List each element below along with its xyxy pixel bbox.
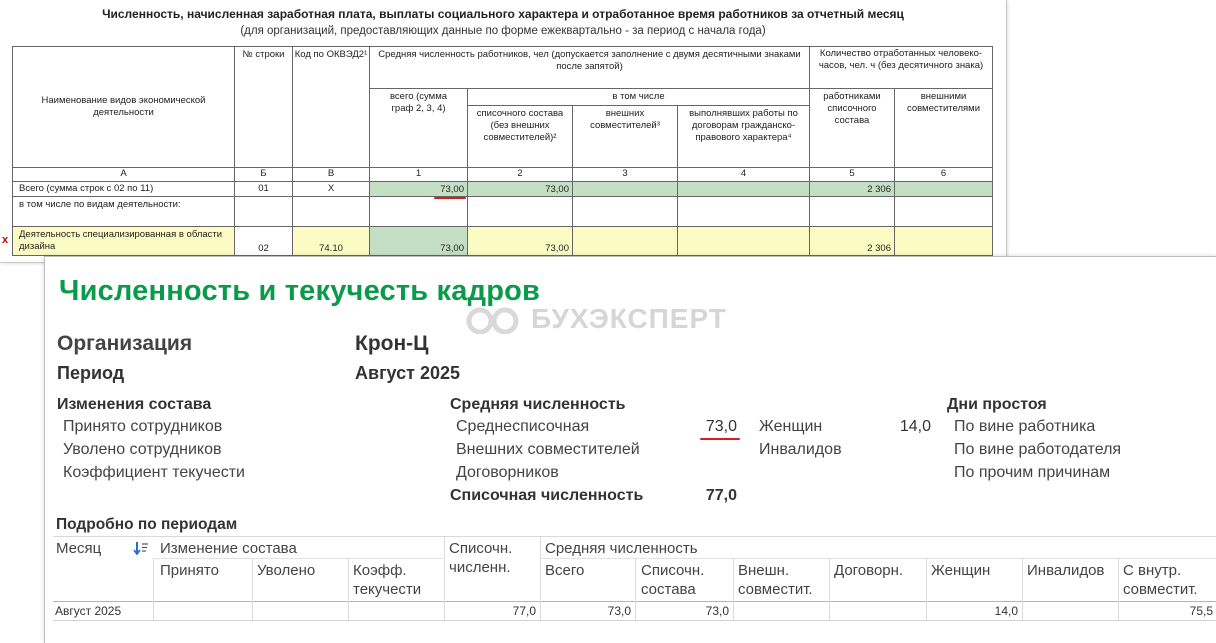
form-empty-cell bbox=[810, 197, 895, 227]
col-avg-group-header[interactable]: Средняя численность bbox=[545, 540, 698, 557]
org-value: Крон-Ц bbox=[355, 332, 429, 355]
grid-line bbox=[53, 620, 1216, 621]
cell-internal: 75,5 bbox=[1189, 604, 1213, 618]
col-letter: В bbox=[293, 168, 370, 182]
form-row-code: Х bbox=[293, 182, 370, 197]
form-empty-cell bbox=[678, 197, 810, 227]
form-cell-hours-payroll[interactable]: 2 306 bbox=[810, 182, 895, 197]
form-row-code[interactable]: 74.10 bbox=[293, 227, 370, 256]
women-label: Женщин bbox=[759, 418, 823, 435]
col-letter: 6 bbox=[895, 168, 993, 182]
header-payroll: списочного состава (без внешних совместителей)² bbox=[468, 106, 573, 168]
report-panel bbox=[44, 256, 1216, 643]
col-letter: 2 bbox=[468, 168, 573, 182]
period-value: Август 2025 bbox=[355, 363, 460, 383]
header-total: всего (сумма граф 2, 3, 4) bbox=[370, 89, 468, 168]
form-cell-total[interactable]: 73,00 bbox=[370, 227, 468, 256]
disabled-label: Инвалидов bbox=[759, 441, 842, 458]
sort-icon[interactable] bbox=[133, 541, 149, 555]
header-hours-external: внешними совместителями bbox=[895, 89, 993, 168]
form-empty-cell bbox=[895, 197, 993, 227]
cell-total: 73,0 bbox=[607, 604, 631, 618]
form-row-no: 02 bbox=[235, 227, 293, 256]
avg-heading: Средняя численность bbox=[450, 396, 626, 413]
grid-line bbox=[829, 558, 830, 620]
avg-value: 73,0 bbox=[705, 418, 737, 435]
col-month-header[interactable]: Месяц bbox=[56, 540, 102, 557]
form-row-name: в том числе по видам деятельности: bbox=[13, 197, 235, 227]
col-payroll-header[interactable]: Списочн. состава bbox=[641, 562, 705, 598]
fired-label: Уволено сотрудников bbox=[63, 441, 222, 458]
external-label: Внешних совместителей bbox=[456, 441, 640, 458]
form-cell-hours-payroll[interactable]: 2 306 bbox=[810, 227, 895, 256]
form-cell-external[interactable] bbox=[573, 227, 678, 256]
idle-employee-label: По вине работника bbox=[954, 418, 1096, 435]
col-letter: 5 bbox=[810, 168, 895, 182]
form-empty-cell bbox=[370, 197, 468, 227]
form-cell-contract[interactable] bbox=[678, 227, 810, 256]
watermark bbox=[465, 303, 727, 335]
form-cell-payroll[interactable]: 73,00 bbox=[468, 182, 573, 197]
grid-line bbox=[53, 536, 1216, 537]
form-empty-cell bbox=[293, 197, 370, 227]
header-contract: выполнявших работы по договорам гражданско-правового характера⁴ bbox=[678, 106, 810, 168]
header-external: внешних совместителей³ bbox=[573, 106, 678, 168]
turnover-label: Коэффициент текучести bbox=[63, 464, 245, 481]
statistics-form bbox=[0, 0, 1007, 263]
idle-other-label: По прочим причинам bbox=[954, 464, 1111, 481]
header-hours-payroll: работниками списочного состава bbox=[810, 89, 895, 168]
col-changes-header[interactable]: Изменение состава bbox=[160, 540, 297, 557]
col-letter: 4 bbox=[678, 168, 810, 182]
cell-women: 14,0 bbox=[994, 604, 1018, 618]
cell-list: 77,0 bbox=[512, 604, 536, 618]
grid-line bbox=[348, 558, 349, 620]
form-cell-payroll[interactable]: 73,00 bbox=[468, 227, 573, 256]
col-external-header[interactable]: Внешн. совместит. bbox=[738, 562, 813, 598]
header-avg-group: Средняя численность работников, чел (допускается заполнение с двумя десятичными знаками после запятой) bbox=[370, 47, 810, 89]
highlight-underline bbox=[700, 438, 740, 440]
row-error-mark: x bbox=[2, 234, 9, 246]
header-row-no: № строки bbox=[235, 47, 293, 168]
form-cell-external[interactable] bbox=[573, 182, 678, 197]
grid-line bbox=[540, 558, 1216, 559]
avg-label: Среднесписочная bbox=[456, 418, 590, 435]
form-cell-total[interactable]: 73,00 bbox=[370, 182, 468, 197]
form-cell-contract[interactable] bbox=[678, 182, 810, 197]
form-empty-cell bbox=[235, 197, 293, 227]
form-title: Численность, начисленная заработная плата, выплаты социального характера и отработанное время работников за отчетный месяц bbox=[102, 7, 904, 21]
col-letter: 1 bbox=[370, 168, 468, 182]
watermark-logo-icon bbox=[465, 304, 521, 334]
form-row-no: 01 bbox=[235, 182, 293, 197]
changes-heading: Изменения состава bbox=[57, 396, 212, 413]
col-women-header[interactable]: Женщин bbox=[931, 562, 991, 579]
list-value: 77,0 bbox=[705, 487, 737, 504]
header-incl: в том числе bbox=[468, 89, 810, 106]
hired-label: Принято сотрудников bbox=[63, 418, 223, 435]
form-cell-hours-external[interactable] bbox=[895, 182, 993, 197]
col-letter: Б bbox=[235, 168, 293, 182]
cell-month: Август 2025 bbox=[55, 604, 122, 618]
report-title: Численность и текучесть кадров bbox=[59, 275, 541, 307]
list-label: Списочная численность bbox=[450, 487, 644, 504]
form-row-name[interactable]: Деятельность специализированная в области дизайна bbox=[13, 227, 235, 256]
col-coef-header[interactable]: Коэфф. текучести bbox=[353, 562, 422, 598]
col-letter: 3 bbox=[573, 168, 678, 182]
idle-employer-label: По вине работодателя bbox=[954, 441, 1122, 458]
header-activity: Наименование видов экономической деятельности bbox=[13, 47, 235, 168]
col-fired-header[interactable]: Уволено bbox=[257, 562, 316, 579]
header-okved: Код по ОКВЭД2¹ bbox=[293, 47, 370, 168]
form-row-name: Всего (сумма строк с 02 по 11) bbox=[13, 182, 235, 197]
form-subtitle: (для организаций, предоставляющих данные по форме ежеквартально - за период с начала года) bbox=[240, 25, 766, 37]
grid-line bbox=[153, 558, 444, 559]
grid-line bbox=[1022, 558, 1023, 620]
form-cell-hours-external[interactable] bbox=[895, 227, 993, 256]
grid-line bbox=[153, 558, 154, 620]
detail-heading: Подробно по периодам bbox=[56, 516, 238, 533]
form-empty-cell bbox=[468, 197, 573, 227]
women-value: 14,0 bbox=[899, 418, 931, 435]
col-letter: А bbox=[13, 168, 235, 182]
col-disabled-header[interactable]: Инвалидов bbox=[1027, 562, 1105, 579]
watermark-text: БУХЭКСПЕРТ bbox=[531, 303, 727, 334]
idle-heading: Дни простоя bbox=[947, 396, 1047, 413]
col-internal-header[interactable]: С внутр. совместит. bbox=[1123, 562, 1198, 598]
form-empty-cell bbox=[573, 197, 678, 227]
org-label: Организация bbox=[57, 332, 193, 355]
col-contract-header[interactable]: Договорн. bbox=[834, 562, 904, 579]
header-hours-group: Количество отработанных человеко-часов, чел. ч (без десятичного знака) bbox=[810, 47, 993, 89]
grid-line bbox=[733, 558, 734, 620]
col-list-header[interactable]: Списочн. численн. bbox=[449, 540, 513, 576]
period-label: Период bbox=[57, 363, 125, 383]
contract-label: Договорников bbox=[456, 464, 559, 481]
cell-payroll: 73,0 bbox=[705, 604, 729, 618]
grid-line bbox=[252, 558, 253, 620]
col-hired-header[interactable]: Принято bbox=[160, 562, 219, 579]
col-total-header[interactable]: Всего bbox=[545, 562, 585, 579]
